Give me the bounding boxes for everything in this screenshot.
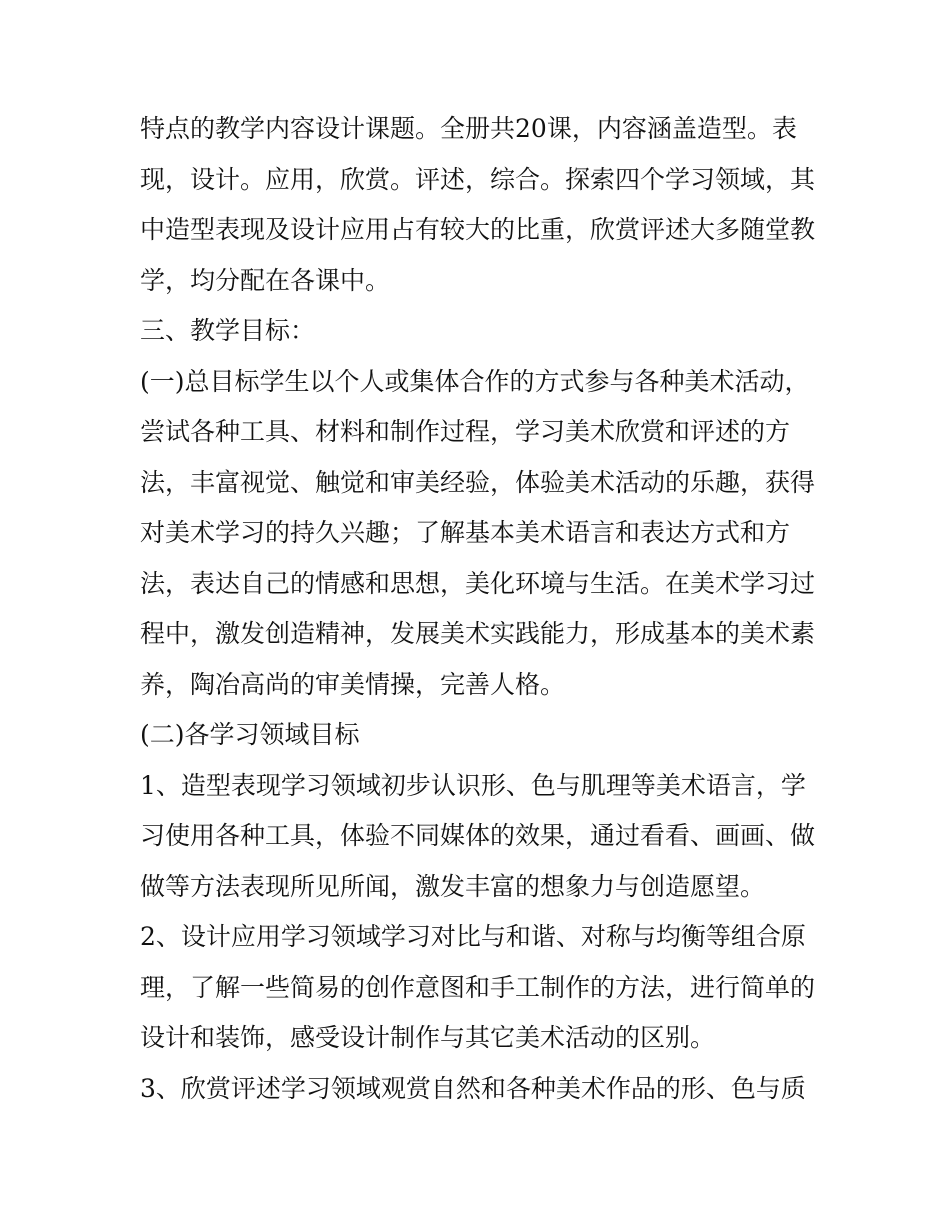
text-line: 尝试各种工具、材料和制作过程，学习美术欣赏和评述的方	[140, 417, 791, 446]
section-heading: 三、教学目标：	[140, 316, 316, 345]
text-line: 养，陶冶高尚的审美情操，完善人格。	[140, 669, 566, 699]
text-line: 现，设计。应用，欣赏。评述，综合。探索四个学习领域，其	[140, 164, 816, 194]
text-line: 法，丰富视觉、触觉和审美经验，体验美术活动的乐趣，获得	[140, 467, 816, 497]
text-line: 3、欣赏评述学习领域观赏自然和各种美术作品的形、色与质	[140, 1073, 806, 1103]
text-line: 做等方法表现所见所闻，激发丰富的想象力与创造愿望。	[140, 871, 766, 901]
text-line: 法，表达自己的情感和思想，美化环境与生活。在美术学习过	[140, 568, 816, 598]
text-line: 设计和装饰，感受设计制作与其它美术活动的区别。	[140, 1023, 716, 1052]
text-line: 学，均分配在各课中。	[140, 265, 391, 295]
document-body	[140, 104, 830, 1114]
text-line: 特点的教学内容设计课题。全册共20课，内容涵盖造型。表	[140, 114, 797, 143]
text-line: 对美术学习的持久兴趣；了解基本美术语言和表达方式和方	[140, 518, 791, 547]
text-line: 1、造型表现学习领域初步认识形、色与肌理等美术语言，学	[140, 770, 806, 800]
subsection-heading: (二)各学习领域目标	[140, 720, 360, 749]
text-line: (一)总目标学生以个人或集体合作的方式参与各种美术活动，	[140, 366, 810, 396]
text-line: 习使用各种工具，体验不同媒体的效果，通过看看、画画、做	[140, 821, 816, 850]
text-line: 程中，激发创造精神，发展美术实践能力，形成基本的美术素	[140, 619, 816, 648]
text-line: 中造型表现及设计应用占有较大的比重，欣赏评述大多随堂教	[140, 215, 816, 244]
text-line: 2、设计应用学习领域学习对比与和谐、对称与均衡等组合原	[140, 922, 806, 951]
text-line: 理，了解一些简易的创作意图和手工制作的方法，进行简单的	[140, 972, 816, 1002]
